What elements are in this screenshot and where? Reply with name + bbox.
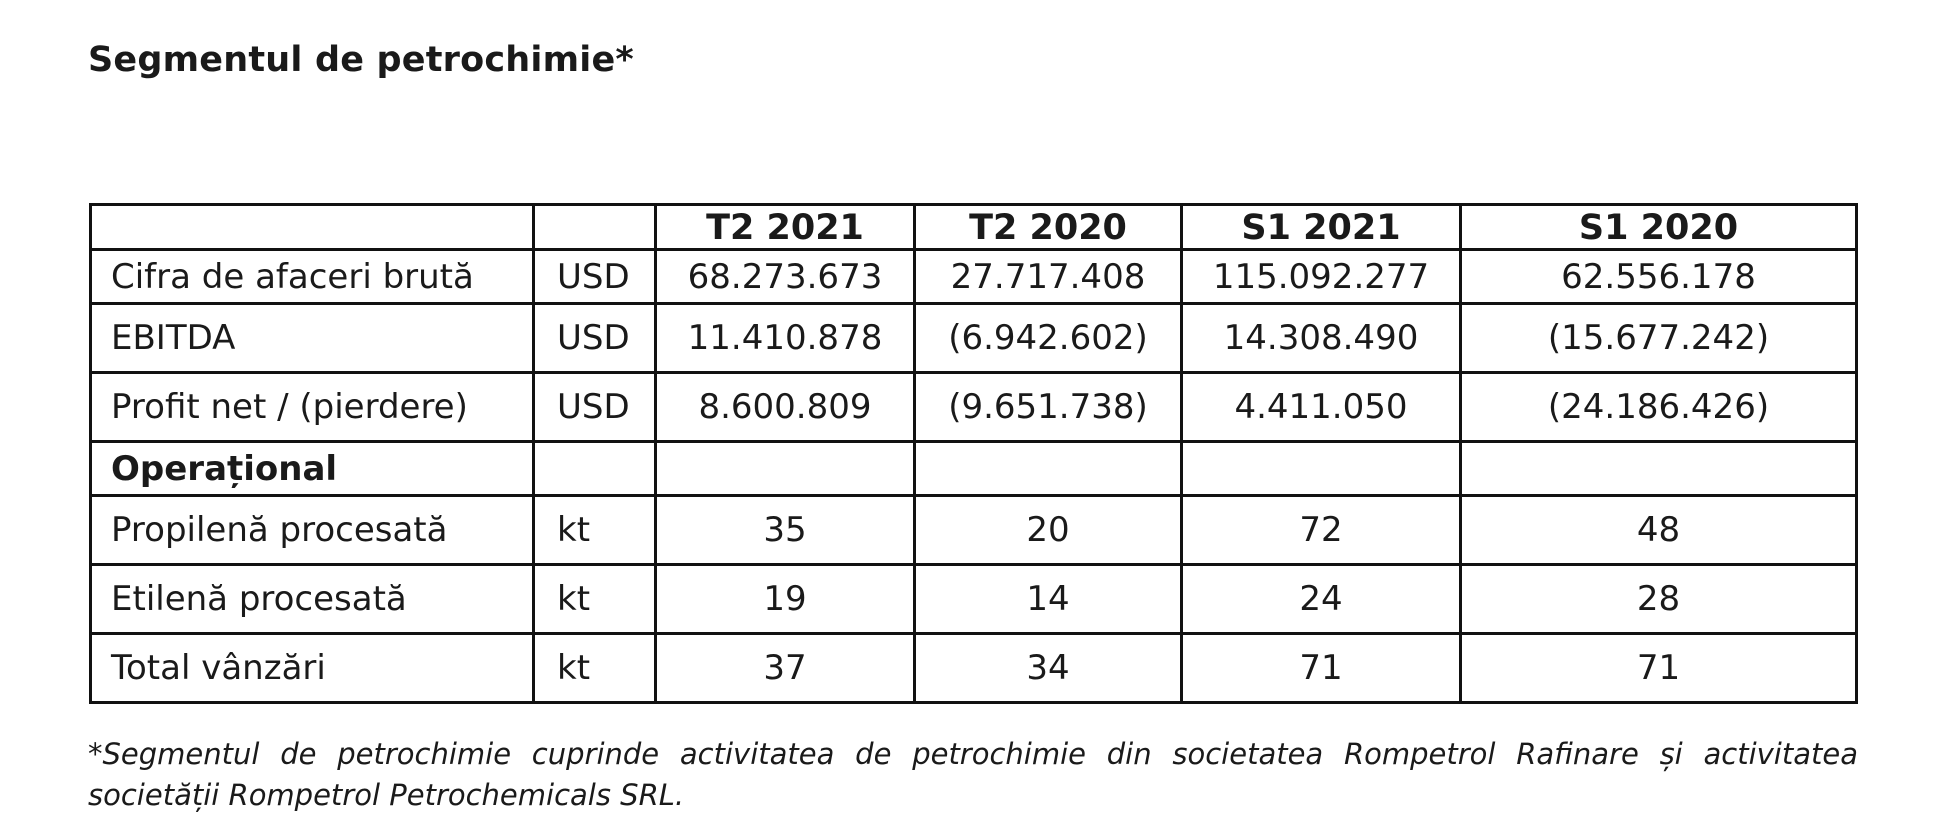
header-cell-s1-2020: S1 2020 [1461,205,1857,250]
row-label: Propilenă procesată [91,496,534,565]
empty-cell [656,442,915,496]
header-cell-t2-2020: T2 2020 [915,205,1182,250]
value-cell: 37 [656,634,915,703]
table-row [91,634,1857,703]
empty-cell [1461,442,1857,496]
value-cell: 11.410.878 [656,304,915,373]
value-cell: (9.651.738) [915,373,1182,442]
empty-cell [1182,442,1461,496]
table-row [91,565,1857,634]
value-cell: 71 [1182,634,1461,703]
empty-cell [915,442,1182,496]
value-cell: 28 [1461,565,1857,634]
footnote: *Segmentul de petrochimie cuprinde activitatea de petrochimie din societatea Rompetrol Rafinare și activitatea societății Rompetrol Petrochemicals SRL. [88,737,1858,812]
value-cell: 72 [1182,496,1461,565]
row-unit: USD [534,250,656,304]
row-unit: kt [534,496,656,565]
value-cell: 14 [915,565,1182,634]
value-cell: 4.411.050 [1182,373,1461,442]
table-header-row [91,205,1857,250]
value-cell: 19 [656,565,915,634]
row-label: Cifra de afaceri brută [91,250,534,304]
header-cell-t2-2021: T2 2021 [656,205,915,250]
value-cell: 68.273.673 [656,250,915,304]
header-cell-unit [534,205,656,250]
value-cell: 34 [915,634,1182,703]
table-row [91,373,1857,442]
row-label: Profit net / (pierdere) [91,373,534,442]
table-row [91,250,1857,304]
row-unit: kt [534,634,656,703]
value-cell: 8.600.809 [656,373,915,442]
section-label: Operațional [91,442,534,496]
value-cell: 24 [1182,565,1461,634]
row-unit: USD [534,373,656,442]
value-cell: 27.717.408 [915,250,1182,304]
value-cell: 14.308.490 [1182,304,1461,373]
table-row [91,496,1857,565]
row-unit: kt [534,565,656,634]
value-cell: (6.942.602) [915,304,1182,373]
value-cell: 71 [1461,634,1857,703]
value-cell: 115.092.277 [1182,250,1461,304]
row-unit: USD [534,304,656,373]
petrochemical-results-table [89,203,1858,704]
section-row-operational [91,442,1857,496]
value-cell: 20 [915,496,1182,565]
page-title: Segmentul de petrochimie* [88,40,634,80]
table-row [91,304,1857,373]
value-cell: (15.677.242) [1461,304,1857,373]
value-cell: (24.186.426) [1461,373,1857,442]
row-label: Total vânzări [91,634,534,703]
header-cell-label [91,205,534,250]
row-label: Etilenă procesată [91,565,534,634]
value-cell: 62.556.178 [1461,250,1857,304]
empty-cell [534,442,656,496]
value-cell: 35 [656,496,915,565]
row-label: EBITDA [91,304,534,373]
value-cell: 48 [1461,496,1857,565]
header-cell-s1-2021: S1 2021 [1182,205,1461,250]
